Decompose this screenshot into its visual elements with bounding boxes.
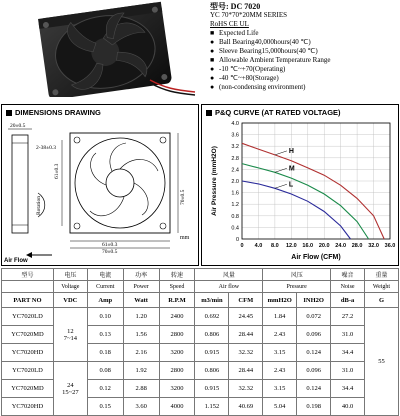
x-axis-label: Air Flow (CFM) [291, 254, 341, 261]
spec-line: Allowable Ambient Temperature Range [219, 56, 331, 64]
x-tick-label: 20.0 [318, 243, 330, 249]
table-cell: 0.806 [195, 362, 229, 380]
header-cell: 风压 [263, 269, 331, 281]
table-cell: 0.124 [297, 380, 331, 398]
series-label: M [288, 165, 295, 173]
table-header-cn [2, 269, 399, 281]
table-cell: 24.45 [229, 308, 263, 326]
header-cell: Weight [365, 281, 399, 293]
pq-chart [202, 105, 398, 265]
airflow-label: Air Flow [4, 258, 28, 264]
certifications: RoHS CE UL [210, 20, 249, 28]
y-tick-label: 1.6 [231, 190, 239, 197]
x-tick-label: 12.0 [285, 243, 297, 249]
x-tick-label: 36.0 [384, 243, 396, 249]
table-row [2, 362, 399, 380]
table-cell: 2400 [159, 308, 195, 326]
series-leader [275, 151, 287, 155]
header-cell: mmH2O [263, 293, 297, 308]
voltage-range: 15~27 [62, 388, 79, 396]
spec-line: Ball Bearing40,000hours(40 ℃) [219, 38, 311, 46]
bullet-icon: ● [210, 83, 215, 91]
series-line [242, 164, 369, 239]
header-cell: Power [123, 281, 159, 293]
bullet-icon: ● [210, 47, 215, 55]
table-row [2, 308, 399, 326]
series-label: YC 70*70*20MM SERIES [210, 11, 288, 19]
table-cell: 3200 [159, 344, 195, 362]
dimensions-title: DIMENSIONS DRAWING [15, 108, 101, 117]
table-header-en [2, 281, 399, 293]
header-cell: Watt [123, 293, 159, 308]
header-cell: m3/min [195, 293, 229, 308]
table-cell: 0.072 [297, 308, 331, 326]
table-cell: 1.92 [123, 362, 159, 380]
y-tick-label: 0 [235, 237, 239, 243]
header-cell: 电压 [53, 269, 87, 281]
table-cell: 27.2 [331, 308, 365, 326]
bullet-icon: ● [210, 65, 215, 73]
dimensions-panel [1, 104, 199, 266]
spec-line: -40 ℃~+80(Storage) [219, 74, 279, 82]
table-cell: 3.60 [123, 398, 159, 416]
bullet-icon: ● [210, 38, 215, 46]
dim-outer-width: 70±0.5 [102, 249, 118, 255]
table-cell: 5.04 [263, 398, 297, 416]
y-tick-label: 1.2 [231, 202, 239, 209]
header-cell: Noise [331, 281, 365, 293]
header-cell: 转速 [159, 269, 195, 281]
bullet-icon: ■ [210, 29, 215, 37]
x-tick-label: 16.0 [302, 243, 314, 249]
header-cell: 重量 [365, 269, 399, 281]
table-cell: 32.32 [229, 380, 263, 398]
table-cell: 0.806 [195, 326, 229, 344]
y-tick-label: 2.0 [231, 179, 239, 185]
dim-inner-width: 61±0.3 [102, 242, 118, 248]
table-cell: 1.20 [123, 308, 159, 326]
header-cell: Amp [87, 293, 123, 308]
table-cell: 0.198 [297, 398, 331, 416]
part-no: YC7020LD [2, 362, 54, 380]
header-cell: Pressure [263, 281, 331, 293]
y-tick-label: 0.8 [231, 213, 239, 220]
part-no: YC7020HD [2, 398, 54, 416]
table-cell: 3.15 [263, 344, 297, 362]
spec-line: Expected Life [219, 29, 259, 37]
dim-height: 61±0.3 [54, 163, 60, 179]
bullet-icon: ● [210, 74, 215, 82]
table-cell: 1.56 [123, 326, 159, 344]
header-cell: R.P.M [159, 293, 195, 308]
header-cell: Voltage [53, 281, 87, 293]
x-tick-label: 32.0 [368, 243, 379, 249]
table-cell: 32.32 [229, 344, 263, 362]
header-cell: 噪音 [331, 269, 365, 281]
table-cell: 28.44 [229, 362, 263, 380]
dim-unit: mm [180, 235, 190, 241]
table-cell: 4000 [159, 398, 195, 416]
x-tick-label: 28.0 [351, 243, 363, 249]
fan-photo [0, 0, 205, 97]
header-cell: 风量 [195, 269, 263, 281]
table-cell: 0.12 [87, 380, 123, 398]
table-cell: 0.124 [297, 344, 331, 362]
table-cell: 0.096 [297, 362, 331, 380]
model-label: 型号: DC 7020 [210, 2, 261, 11]
table-cell: 2.16 [123, 344, 159, 362]
dimensions-drawing [2, 105, 198, 265]
header-cell: CFM [229, 293, 263, 308]
y-tick-label: 0.4 [231, 225, 239, 232]
y-tick-label: 2.8 [231, 155, 239, 162]
header-cell: G [365, 293, 399, 308]
table-cell: 2800 [159, 362, 195, 380]
table-cell: 0.096 [297, 326, 331, 344]
table-cell: 0.692 [195, 308, 229, 326]
voltage-range: 7~14 [63, 334, 77, 342]
table-cell: 28.44 [229, 326, 263, 344]
x-tick-label: 4.0 [254, 243, 263, 249]
y-tick-label: 4.0 [231, 121, 239, 127]
y-tick-label: 2.4 [231, 167, 239, 174]
y-axis-label: Air Pressure (mmH2O) [211, 146, 218, 216]
dim-outer-height: 70±0.5 [180, 189, 186, 205]
series-label: L [288, 181, 294, 189]
x-tick-label: 8.0 [271, 243, 279, 249]
x-tick-label: 0 [240, 243, 244, 249]
header-cell: Speed [159, 281, 195, 293]
table-cell: 0.915 [195, 344, 229, 362]
header-cell: PART NO [2, 293, 54, 308]
voltage-cell [53, 308, 87, 362]
x-tick-label: 24.0 [335, 243, 347, 249]
table-cell: 0.10 [87, 308, 123, 326]
table-cell: 2800 [159, 326, 195, 344]
table-cell: 3200 [159, 380, 195, 398]
spec-block [210, 2, 398, 97]
series-label: H [288, 147, 294, 155]
table-cell: 40.69 [229, 398, 263, 416]
y-tick-label: 3.6 [231, 132, 239, 139]
header-cell: INH2O [297, 293, 331, 308]
table-cell: 2.43 [263, 326, 297, 344]
spec-line: (non-condensing environment) [219, 83, 306, 91]
voltage-nominal: 12 [67, 327, 74, 335]
dim-hole: 2-38±0.3 [36, 145, 56, 151]
spec-line: Sleeve Bearing15,000hours(40 ℃) [219, 47, 318, 55]
voltage-nominal: 24 [67, 381, 74, 389]
dim-top-width: 20±0.5 [10, 123, 26, 129]
pq-curve-panel [201, 104, 399, 266]
table-cell: 31.0 [331, 362, 365, 380]
header-cell: 电流 [87, 269, 123, 281]
table-cell: 3.15 [263, 380, 297, 398]
table-cell: 0.18 [87, 344, 123, 362]
table-cell: 2.43 [263, 362, 297, 380]
table-cell: 31.0 [331, 326, 365, 344]
table-cell: 1.152 [195, 398, 229, 416]
series-leader [275, 168, 287, 172]
curve-title: P&Q CURVE (AT RATED VOLTAGE) [215, 108, 341, 117]
weight-cell: 55 [365, 308, 399, 416]
table-cell: 0.08 [87, 362, 123, 380]
part-no: YC7020MD [2, 326, 54, 344]
header-cell [2, 281, 54, 293]
table-cell: 34.4 [331, 344, 365, 362]
table-cell: 0.15 [87, 398, 123, 416]
rotation-label: Rotation [36, 196, 42, 215]
spec-line: -10 ℃~+70(Operating) [219, 65, 286, 73]
y-tick-label: 3.2 [231, 144, 239, 151]
header-cell: VDC [53, 293, 87, 308]
table-cell: 0.915 [195, 380, 229, 398]
table-cell: 0.13 [87, 326, 123, 344]
series-leader [275, 184, 287, 188]
part-no: YC7020MD [2, 380, 54, 398]
spec-table [1, 268, 399, 416]
table-cell: 40.0 [331, 398, 365, 416]
header-cell: 型号 [2, 269, 54, 281]
header-cell: dB-a [331, 293, 365, 308]
part-no: YC7020LD [2, 308, 54, 326]
table-cell: 34.4 [331, 380, 365, 398]
header-cell: 功率 [123, 269, 159, 281]
table-cell: 2.88 [123, 380, 159, 398]
header-cell: Current [87, 281, 123, 293]
part-no: YC7020HD [2, 344, 54, 362]
table-header-units [2, 293, 399, 308]
voltage-cell [53, 362, 87, 416]
table-cell: 1.84 [263, 308, 297, 326]
bullet-icon: ■ [210, 56, 215, 64]
header-cell: Air flow [195, 281, 263, 293]
